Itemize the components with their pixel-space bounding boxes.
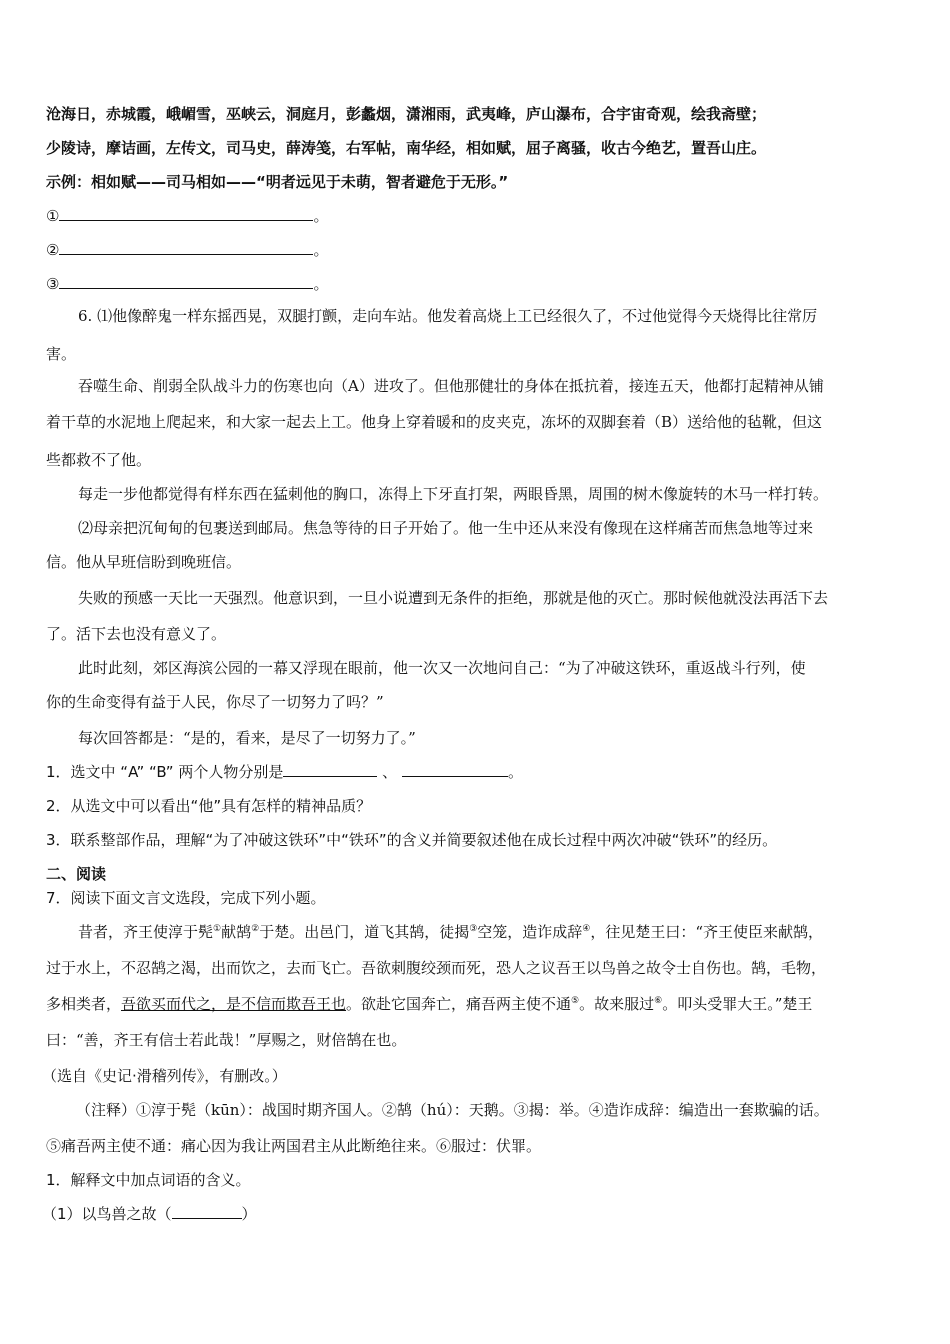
underlined-sentence: 吾欲买而代之，是不信而欺吾王也 <box>121 995 347 1013</box>
section-heading: 二、阅读 <box>46 865 107 883</box>
note-mark: ③ <box>469 924 478 934</box>
q6-para-3: 每走一步他都觉得有样东西在猛刺他的胸口，冻得上下牙直打架，两眼昏黑，周围的树木像旋转的木马一样打转。 <box>78 485 829 503</box>
q6-para-5b: 了。活下去也没有意义了。 <box>46 625 227 643</box>
q6-para-2b: 着干草的水泥地上爬起来，和大家一起去上工。他身上穿着暖和的皮夹克，冻坏的双脚套着（B）送给他的毡靴，但这 <box>46 413 823 431</box>
classical-text-line-2: 过于水上，不忍鹄之渴，出而饮之，去而飞亡。吾欲刺腹绞颈而死，恐人之议吾王以鸟兽之故令士自伤也。鹄，毛物， <box>46 959 827 977</box>
notes-line-1: （注释）①淳于髡（kūn）：战国时期齐国人。②鹄（hú）：天鹅。③揭：举。④造诈成辞：编造出一套欺骗的话。 <box>76 1101 829 1119</box>
answer-mark: ③ <box>46 275 60 293</box>
poem-line-1: 沧海日，赤城霞，峨嵋雪，巫峡云，洞庭月，彭蠡烟，潇湘雨，武夷峰，庐山瀑布，合宇宙奇观，绘我斋壁； <box>46 105 767 123</box>
answer-blank-a[interactable] <box>283 762 377 777</box>
q7-subquestion-1-1: （1）以鸟兽之故（ ） <box>42 1205 257 1223</box>
note-mark: ② <box>251 924 260 934</box>
note-mark: ① <box>213 924 222 934</box>
q6-para-2c: 些都救不了他。 <box>46 451 152 469</box>
note-mark: ⑥ <box>654 996 663 1006</box>
notes-line-2: ⑤痛吾两主使不通：痛心因为我让两国君主从此断绝往来。⑥服过：伏罪。 <box>46 1137 542 1155</box>
answer-line-3: ③ 。 <box>46 275 329 293</box>
q6-para-6a: 此时此刻，郊区海滨公园的一幕又浮现在眼前，他一次又一次地问自己：“为了冲破这铁环，重返战斗行列，使 <box>78 659 806 677</box>
q6-para-2a: 吞噬生命、削弱全队战斗力的伤寒也向（A）进攻了。但他那健壮的身体在抵抗着，接连五天，他都打起精神从铺 <box>78 377 824 395</box>
q6-para-5a: 失败的预感一天比一天强烈。他意识到，一旦小说遭到无条件的拒绝，那就是他的灭亡。那时候他就没法再活下去 <box>78 589 829 607</box>
poem-line-2: 少陵诗，摩诘画，左传文，司马史，薛涛笺，右军帖，南华经，相如赋，屈子离骚，收古今绝艺，置吾山庄。 <box>46 139 767 157</box>
note-mark: ④ <box>582 924 591 934</box>
q6-para-1b: 害。 <box>46 345 77 363</box>
poem-example: 示例：相如赋——司马相如——“明者远见于未萌，智者避危于无形。” <box>46 173 509 191</box>
q6-para-4a: ⑵母亲把沉甸甸的包裹送到邮局。焦急等待的日子开始了。他一生中还从来没有像现在这样痛苦而焦急地等过来 <box>78 519 814 537</box>
q7-subquestion-1: 1．解释文中加点词语的含义。 <box>46 1171 251 1189</box>
answer-mark: ② <box>46 241 60 259</box>
q6-para-4b: 信。他从早班信盼到晚班信。 <box>46 553 242 571</box>
q6-subquestion-3: 3．联系整部作品，理解“为了冲破这铁环”中“铁环”的含义并简要叙述他在成长过程中两次冲破“铁环”的经历。 <box>46 831 778 849</box>
answer-mark: ① <box>46 207 60 225</box>
answer-line-1: ① 。 <box>46 207 329 225</box>
q6-para-1a: 6. ⑴他像醉鬼一样东摇西晃，双腿打颤，走向车站。他发着高烧上工已经很久了，不过他觉得今天烧得比往常厉 <box>78 307 818 325</box>
classical-text-line-3: 多相类者，吾欲买而代之，是不信而欺吾王也。欲赴它国奔亡，痛吾两主使不通⑤。故来服过⑥。叩头受罪大王。”楚王 <box>46 995 813 1013</box>
answer-blank[interactable] <box>59 206 313 221</box>
classical-text-line-1: 昔者，齐王使淳于髡①献鹄②于楚。出邑门，道飞其鹄，徒揭③空笼，造诈成辞④，往见楚王曰：“齐王使臣来献鹄， <box>78 923 824 941</box>
answer-line-2: ② 。 <box>46 241 329 259</box>
answer-blank[interactable] <box>59 274 313 289</box>
answer-blank-b[interactable] <box>402 762 508 777</box>
answer-blank[interactable] <box>59 240 313 255</box>
answer-blank[interactable] <box>172 1204 242 1219</box>
q7-instruction: 7．阅读下面文言文选段，完成下列小题。 <box>46 889 326 907</box>
q6-subquestion-1: 1．选文中 “A” “B” 两个人物分别是 、 。 <box>46 763 523 781</box>
q6-subquestion-2: 2．从选文中可以看出“他”具有怎样的精神品质？ <box>46 797 372 815</box>
note-mark: ⑤ <box>571 996 580 1006</box>
q6-para-6b: 你的生命变得有益于人民，你尽了一切努力了吗？” <box>46 693 384 711</box>
source-citation: （选自《史记·滑稽列传》，有删改。） <box>42 1067 287 1085</box>
classical-text-line-4: 曰：“善，齐王有信士若此哉！”厚赐之，财倍鹄在也。 <box>46 1031 407 1049</box>
q6-para-7: 每次回答都是：“是的，看来，是尽了一切努力了。” <box>78 729 416 747</box>
